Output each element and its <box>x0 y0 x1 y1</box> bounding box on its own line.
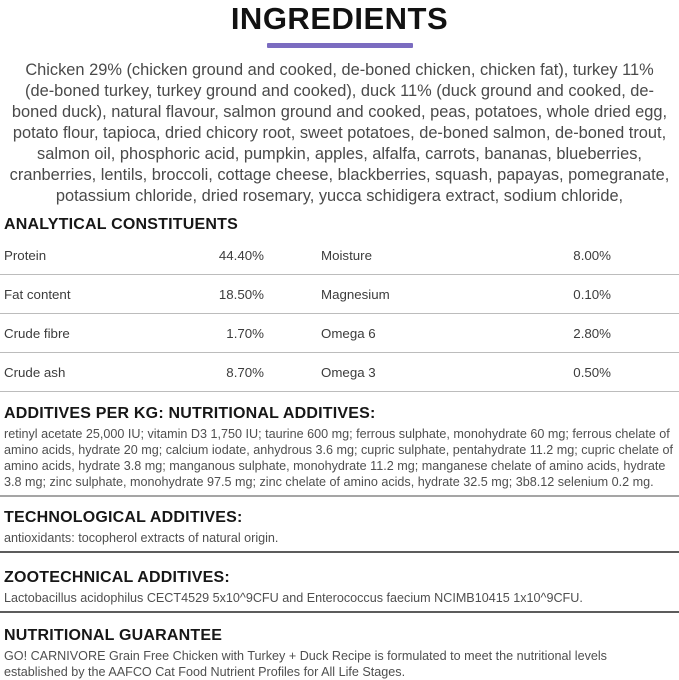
constituent-value: 1.70% <box>163 314 265 353</box>
table-row <box>0 236 679 275</box>
constituent-label: Omega 6 <box>265 314 489 353</box>
constituent-label: Omega 3 <box>265 353 489 392</box>
constituent-value: 8.00% <box>489 236 679 275</box>
technological-additives-text: antioxidants: tocopherol extracts of natural origin. <box>4 531 279 545</box>
constituent-label: Protein <box>0 236 163 275</box>
constituent-value: 8.70% <box>163 353 265 392</box>
nutritional-additives-text: retinyl acetate 25,000 IU; vitamin D3 1,750 IU; taurine 600 mg; ferrous sulphate, monohydrate 60 mg; ferrous chelate of amino acids, hydrate 20 mg; calcium iodate, anhydrous 3.6 mg; cupric sulphate, pentahydrate 11.2 mg; cupric chelate of amino acids, hydrate 3.8 mg; manganous sulphate, monohydrate 11.2 mg; manganese chelate of amino acids, hydrate 3.8 mg; zinc sulphate, monohydrate 97.5 mg; zinc chelate of amino acids, hydrate 32.5 mg; 3b8.12 selenium 0.2 mg. <box>4 427 674 489</box>
section-divider <box>0 551 679 553</box>
constituent-label: Crude ash <box>0 353 163 392</box>
title-underline <box>267 43 413 48</box>
table-row <box>0 275 679 314</box>
analytical-constituents-heading: ANALYTICAL CONSTITUENTS <box>4 216 238 233</box>
section-divider <box>0 611 679 613</box>
section-divider <box>0 495 679 497</box>
nutritional-guarantee-text: GO! CARNIVORE Grain Free Chicken with Turkey + Duck Recipe is formulated to meet the nutritional levels established by the AAFCO Cat Food Nutrient Profiles for All Life Stages. <box>4 649 607 679</box>
constituent-value: 44.40% <box>163 236 265 275</box>
constituent-label: Moisture <box>265 236 489 275</box>
constituent-label: Fat content <box>0 275 163 314</box>
constituent-value: 18.50% <box>163 275 265 314</box>
constituent-value: 0.10% <box>489 275 679 314</box>
table-row <box>0 353 679 392</box>
analytical-constituents-table <box>0 236 679 392</box>
nutritional-additives-heading: ADDITIVES PER KG: NUTRITIONAL ADDITIVES: <box>4 405 376 422</box>
zootechnical-additives-heading: ZOOTECHNICAL ADDITIVES: <box>4 569 230 586</box>
technological-additives-heading: TECHNOLOGICAL ADDITIVES: <box>4 509 243 526</box>
table-row <box>0 314 679 353</box>
page-title: INGREDIENTS <box>230 1 449 36</box>
constituent-label: Crude fibre <box>0 314 163 353</box>
ingredients-paragraph: Chicken 29% (chicken ground and cooked, de-boned chicken, chicken fat), turkey 11% (de-boned turkey, turkey ground and cooked), duck 11% (duck ground and cooked, de-boned duck), natural flavour, salmon ground and cooked, peas, potatoes, whole dried egg, potato flour, tapioca, dried chicory root, sweet potatoes, de-boned salmon, de-boned trout, salmon oil, phosphoric acid, pumpkin, apples, alfalfa, carrots, bananas, blueberries, cranberries, lentils, broccoli, cottage cheese, blackberries, squash, papayas, pomegranate, potassium chloride, dried rosemary, yucca schidigera extract, sodium chloride, <box>9 61 670 205</box>
constituent-value: 0.50% <box>489 353 679 392</box>
nutritional-guarantee-heading: NUTRITIONAL GUARANTEE <box>4 627 223 644</box>
zootechnical-additives-text: Lactobacillus acidophilus CECT4529 5x10^9CFU and Enterococcus faecium NCIMB10415 1x10^9CFU. <box>4 591 583 605</box>
constituent-value: 2.80% <box>489 314 679 353</box>
constituent-label: Magnesium <box>265 275 489 314</box>
